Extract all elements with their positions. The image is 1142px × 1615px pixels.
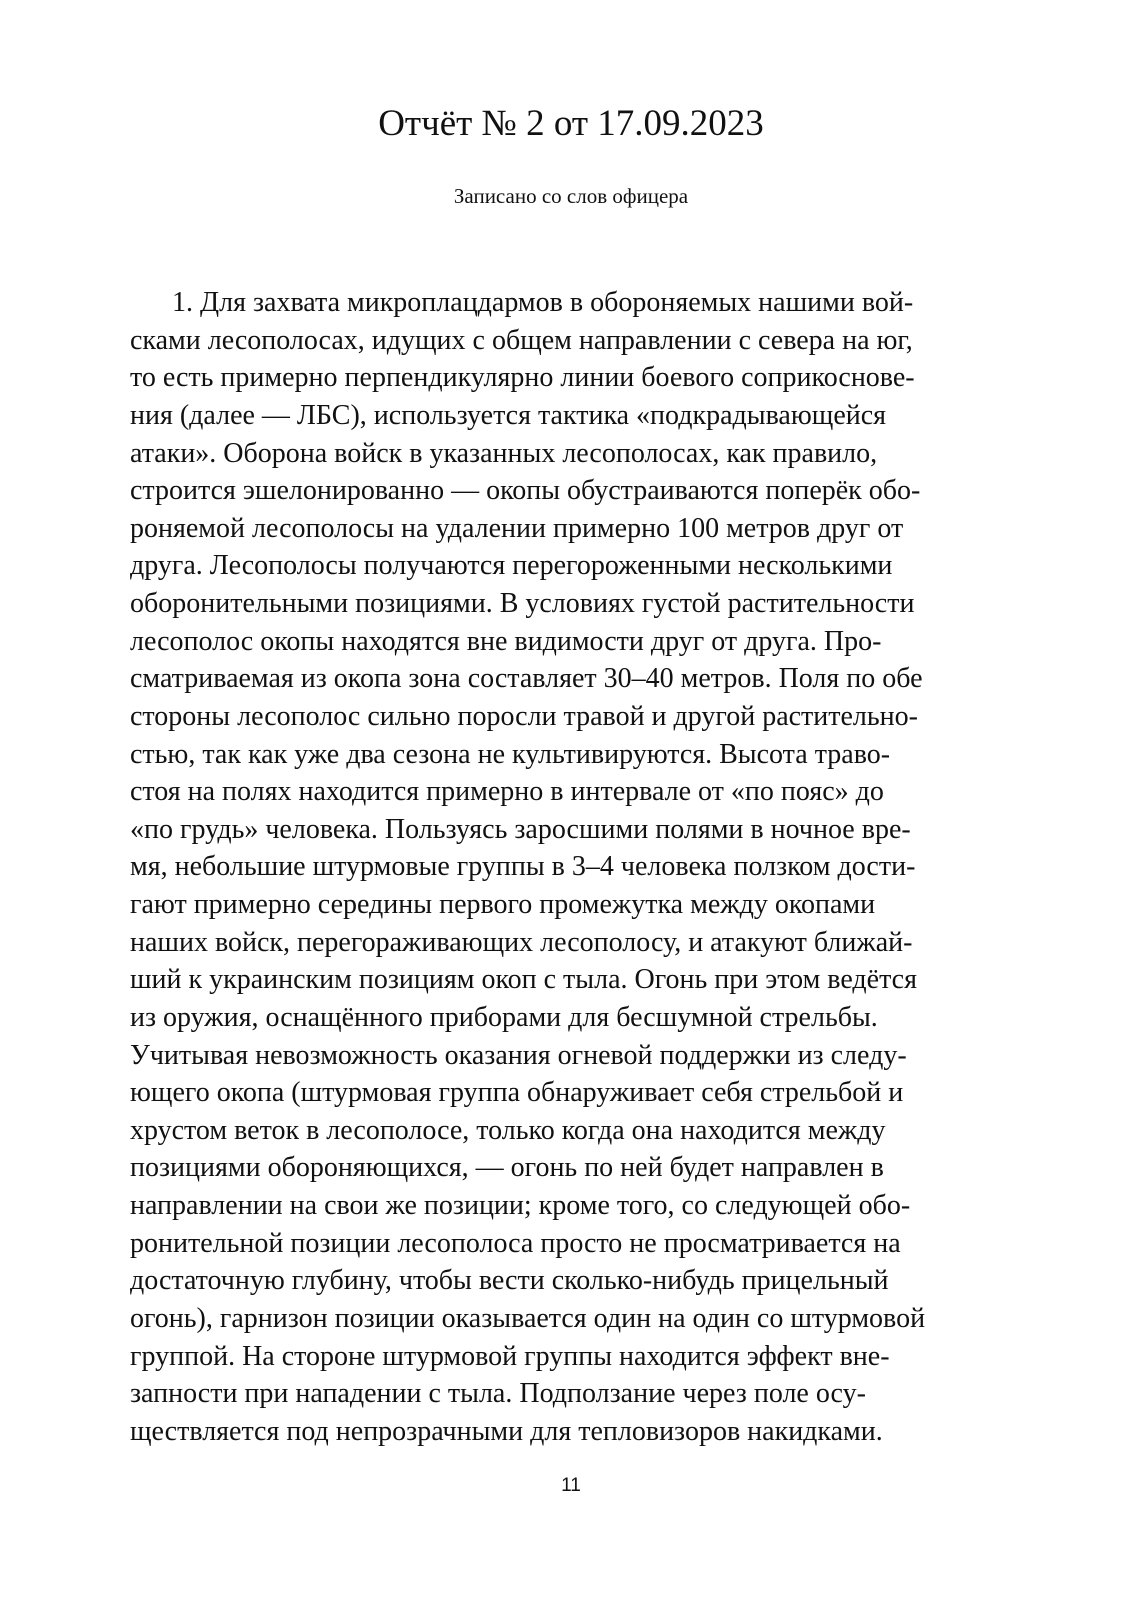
text-line: достаточную глубину, чтобы вести сколько-нибудь прицельный	[130, 1265, 889, 1297]
text-line: роняемой лесополосы на удалении примерно 100 метров друг от	[130, 512, 904, 544]
text-line: группой. На стороне штурмовой группы находится эффект вне-	[130, 1340, 890, 1372]
text-line: оборонительными позициями. В условиях густой растительности	[130, 588, 915, 619]
page-number: 11	[561, 1475, 581, 1496]
text-line: строится эшелонированно — окопы обустраиваются поперёк обо-	[130, 475, 921, 507]
text-line: стороны лесополос сильно поросли травой и другой растительно-	[130, 700, 918, 732]
text-line: направлении на свои же позиции; кроме того, со следующей обо-	[130, 1190, 911, 1221]
text-line: стью, так как уже два сезона не культивируются. Высота траво-	[130, 738, 891, 770]
text-line: ронительной позиции лесополоса просто не просматривается на	[130, 1227, 901, 1259]
text-line: лесополос окопы находятся вне видимости друг от друга. Про-	[130, 625, 882, 657]
text-line: наших войск, перегораживающих лесополосу, и атакуют ближай-	[130, 926, 913, 958]
text-line: «по грудь» человека. Пользуясь заросшими полями в ночное вре-	[130, 813, 911, 845]
text-line: 1. Для захвата микроплацдармов в обороняемых нашими вой-	[172, 287, 914, 318]
body-paragraph	[130, 284, 980, 1450]
text-line: гают примерно середины первого промежутка между окопами	[130, 889, 876, 920]
text-line: хрустом веток в лесополосе, только когда она находится между	[130, 1114, 886, 1146]
text-line: Учитывая невозможность оказания огневой поддержки из следу-	[130, 1039, 907, 1071]
text-line: атаки». Оборона войск в указанных лесополосах, как правило,	[130, 437, 878, 469]
text-line: ния (далее — ЛБС), используется тактика «подкрадывающейся	[130, 399, 887, 431]
page-title: Отчёт № 2 от 17.09.2023	[378, 103, 764, 144]
text-line: запности при нападении с тыла. Подползание через поле осу-	[130, 1378, 866, 1410]
page-subtitle: Записано со слов офицера	[453, 184, 689, 208]
text-line: сками лесополосах, идущих с общем направлении с севера на юг,	[130, 324, 913, 356]
text-line: ществляется под непрозрачными для тепловизоров накидками.	[130, 1415, 883, 1447]
text-line: то есть примерно перпендикулярно линии боевого соприкоснове-	[130, 362, 915, 394]
text-line: позициями обороняющихся, — огонь по ней будет направлен в	[130, 1152, 884, 1184]
text-line: из оружия, оснащённого приборами для бесшумной стрельбы.	[130, 1001, 878, 1033]
text-line: огонь), гарнизон позиции оказывается один на один со штурмовой	[130, 1302, 926, 1334]
text-line: друга. Лесополосы получаются перегороженными несколькими	[130, 550, 893, 582]
text-line: сматриваемая из окопа зона составляет 30–40 метров. Поля по обе	[130, 663, 923, 695]
text-line: ющего окопа (штурмовая группа обнаруживает себя стрельбой и	[130, 1077, 904, 1109]
text-line: ший к украинским позициям окоп с тыла. Огонь при этом ведётся	[130, 964, 917, 996]
text-line: стоя на полях находится примерно в интервале от «по пояс» до	[130, 776, 884, 808]
text-line: мя, небольшие штурмовые группы в 3–4 человека ползком дости-	[130, 851, 916, 883]
